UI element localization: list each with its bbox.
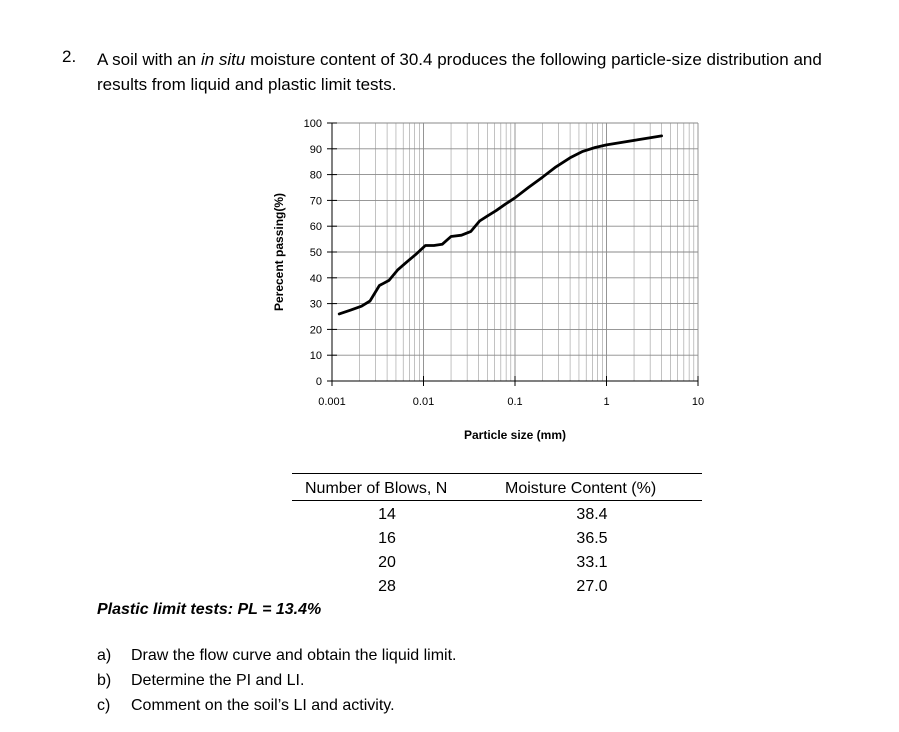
x-tick-label: 0.001 <box>318 396 346 408</box>
x-tick-label: 0.01 <box>412 396 435 408</box>
table-cell: 20 <box>378 554 396 571</box>
x-tick-label: 0.1 <box>507 396 523 408</box>
y-axis-title: Perecent passing(%) <box>272 192 286 312</box>
table-cell: 36.5 <box>576 530 608 547</box>
table-header-blows: Number of Blows, N <box>305 480 448 497</box>
table-cell: 27.0 <box>576 578 608 595</box>
table-cell: 14 <box>378 506 396 523</box>
y-tick-label: 60 <box>309 221 322 234</box>
task-text: Determine the PI and LI. <box>131 672 305 689</box>
y-tick-label: 50 <box>309 247 322 259</box>
task-label: a) <box>97 647 112 664</box>
y-tick-label: 40 <box>309 272 322 285</box>
table-top-rule <box>292 473 702 474</box>
y-tick-label: 10 <box>309 350 322 363</box>
question-text-italic: in situ <box>200 50 246 69</box>
table-header-rule <box>292 500 702 501</box>
task-label: b) <box>97 672 112 689</box>
task-label: c) <box>97 697 111 714</box>
task-text: Comment on the soil’s LI and activity. <box>131 697 395 714</box>
x-axis-title: Particle size (mm) <box>463 428 567 442</box>
y-tick-label: 80 <box>309 169 322 182</box>
particle-size-chart <box>262 108 722 453</box>
question-number: 2. <box>62 47 77 66</box>
question-text-start: A soil with an <box>97 50 201 69</box>
y-tick-label: 100 <box>303 118 322 130</box>
question-text <box>97 47 867 97</box>
x-tick-label: 10 <box>691 396 705 408</box>
y-tick-label: 20 <box>309 324 322 337</box>
y-tick-label: 30 <box>309 298 322 311</box>
plastic-limit-text: Plastic limit tests: PL = 13.4% <box>97 601 322 618</box>
table-cell: 33.1 <box>576 554 608 571</box>
y-tick-label: 0 <box>315 376 322 388</box>
x-tick-label: 1 <box>603 396 610 408</box>
question-text-end: moisture content of 30.4 produces the following particle-size distribution and results from liquid and plastic limit tests. <box>97 50 822 94</box>
y-tick-label: 90 <box>309 143 322 156</box>
grading-curve <box>339 136 661 314</box>
y-tick-label: 70 <box>309 195 322 208</box>
table-cell: 38.4 <box>576 506 608 523</box>
table-header-moisture: Moisture Content (%) <box>505 480 657 497</box>
table-cell: 16 <box>378 530 396 547</box>
task-text: Draw the flow curve and obtain the liquid limit. <box>131 647 457 664</box>
table-cell: 28 <box>378 578 396 595</box>
